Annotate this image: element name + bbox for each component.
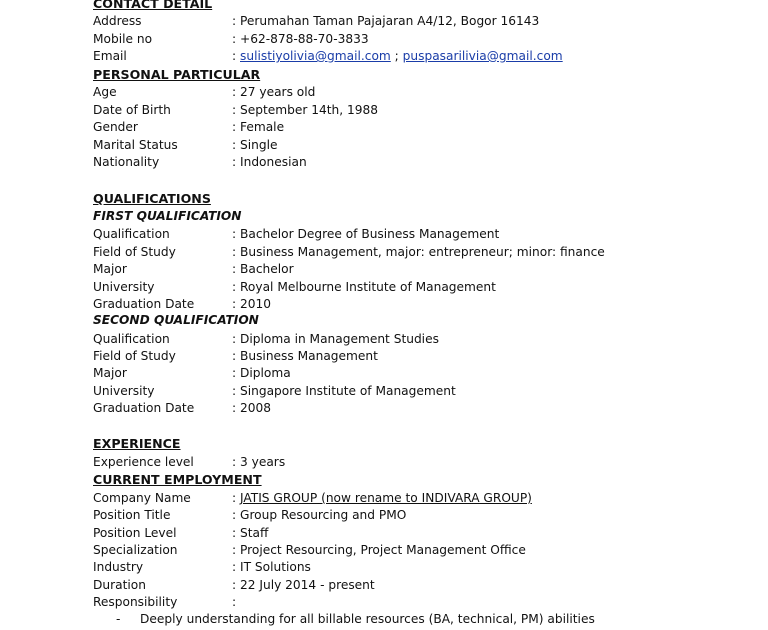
row-colon: : bbox=[232, 138, 237, 152]
row-value: 2008 bbox=[240, 401, 272, 415]
row-colon: : bbox=[232, 366, 237, 380]
row-value: 27 years old bbox=[240, 85, 316, 99]
row-value: Female bbox=[240, 120, 285, 134]
row-value: 2010 bbox=[240, 297, 272, 311]
row-label: Date of Birth bbox=[93, 103, 171, 117]
row-value: 3 years bbox=[240, 455, 286, 469]
row-colon: : bbox=[232, 578, 237, 592]
row-value: Single bbox=[240, 138, 278, 152]
bullet-text: Deeply understanding for all billable resources (BA, technical, PM) abilities bbox=[140, 612, 595, 626]
row-label: Specialization bbox=[93, 543, 178, 557]
row-colon: : bbox=[232, 297, 237, 311]
row-value: Indonesian bbox=[240, 155, 307, 169]
row-colon: : bbox=[232, 332, 237, 346]
row-label: Graduation Date bbox=[93, 401, 195, 415]
bullet-marker: - bbox=[116, 612, 121, 626]
row-colon: : bbox=[232, 49, 237, 63]
row-value: Group Resourcing and PMO bbox=[240, 508, 407, 522]
row-label: Qualification bbox=[93, 332, 170, 346]
row-label: Mobile no bbox=[93, 32, 153, 46]
email-separator: ; bbox=[390, 49, 403, 63]
row-colon: : bbox=[232, 491, 237, 505]
row-label: Gender bbox=[93, 120, 138, 134]
row-label: Field of Study bbox=[93, 245, 176, 259]
row-label: Responsibility bbox=[93, 595, 178, 609]
row-colon: : bbox=[232, 32, 237, 46]
row-value: Bachelor Degree of Business Management bbox=[240, 227, 500, 241]
row-colon: : bbox=[232, 349, 237, 363]
row-label: Marital Status bbox=[93, 138, 178, 152]
row-value: Business Management bbox=[240, 349, 378, 363]
row-label: Address bbox=[93, 14, 142, 28]
row-label: Position Level bbox=[93, 526, 177, 540]
row-value: +62-878-88-70-3833 bbox=[240, 32, 369, 46]
row-value: Business Management, major: entrepreneur; minor: finance bbox=[240, 245, 605, 259]
row-label: Major bbox=[93, 262, 127, 276]
row-label: Graduation Date bbox=[93, 297, 195, 311]
row-value: 22 July 2014 - present bbox=[240, 578, 375, 592]
row-colon: : bbox=[232, 526, 237, 540]
row-colon: : bbox=[232, 14, 237, 28]
row-label: Major bbox=[93, 366, 127, 380]
row-value: Bachelor bbox=[240, 262, 294, 276]
row-label: Nationality bbox=[93, 155, 160, 169]
row-label: University bbox=[93, 384, 155, 398]
row-colon: : bbox=[232, 245, 237, 259]
second-qualification-heading: SECOND QUALIFICATION bbox=[93, 313, 259, 327]
row-label: Email bbox=[93, 49, 127, 63]
row-colon: : bbox=[232, 262, 237, 276]
row-colon: : bbox=[232, 455, 237, 469]
personal-heading: PERSONAL PARTICULAR bbox=[93, 67, 261, 82]
row-value: Singapore Institute of Management bbox=[240, 384, 456, 398]
row-colon: : bbox=[232, 508, 237, 522]
row-value: Project Resourcing, Project Management Office bbox=[240, 543, 526, 557]
experience-heading: EXPERIENCE bbox=[93, 436, 181, 451]
row-label: Industry bbox=[93, 560, 144, 574]
row-colon: : bbox=[232, 280, 237, 294]
row-colon: : bbox=[232, 595, 237, 609]
row-colon: : bbox=[232, 560, 237, 574]
company-name: JATIS GROUP (now rename to INDIVARA GROUP) bbox=[240, 491, 532, 505]
email-link-1[interactable]: sulistiyolivia@gmail.com bbox=[240, 49, 391, 63]
row-label: Age bbox=[93, 85, 117, 99]
row-label: Field of Study bbox=[93, 349, 176, 363]
email-link-2[interactable]: puspasarilivia@gmail.com bbox=[402, 49, 563, 63]
row-label: Duration bbox=[93, 578, 146, 592]
row-colon: : bbox=[232, 227, 237, 241]
email-values bbox=[240, 48, 563, 65]
row-colon: : bbox=[232, 103, 237, 117]
row-value: Royal Melbourne Institute of Management bbox=[240, 280, 496, 294]
row-colon: : bbox=[232, 120, 237, 134]
first-qualification-heading: FIRST QUALIFICATION bbox=[93, 209, 242, 223]
row-label: Qualification bbox=[93, 227, 170, 241]
row-value: IT Solutions bbox=[240, 560, 311, 574]
row-label: Experience level bbox=[93, 455, 194, 469]
row-value: September 14th, 1988 bbox=[240, 103, 379, 117]
row-colon: : bbox=[232, 384, 237, 398]
row-colon: : bbox=[232, 155, 237, 169]
row-value: Staff bbox=[240, 526, 269, 540]
contact-heading: CONTACT DETAIL bbox=[93, 0, 213, 11]
row-colon: : bbox=[232, 543, 237, 557]
row-value: Diploma bbox=[240, 366, 291, 380]
row-value: Perumahan Taman Pajajaran A4/12, Bogor 16143 bbox=[240, 14, 540, 28]
row-label: Position Title bbox=[93, 508, 171, 522]
qualifications-heading: QUALIFICATIONS bbox=[93, 191, 211, 206]
row-colon: : bbox=[232, 85, 237, 99]
row-colon: : bbox=[232, 401, 237, 415]
row-label: Company Name bbox=[93, 491, 191, 505]
current-employment-heading: CURRENT EMPLOYMENT bbox=[93, 472, 262, 487]
row-label: University bbox=[93, 280, 155, 294]
row-value: Diploma in Management Studies bbox=[240, 332, 439, 346]
